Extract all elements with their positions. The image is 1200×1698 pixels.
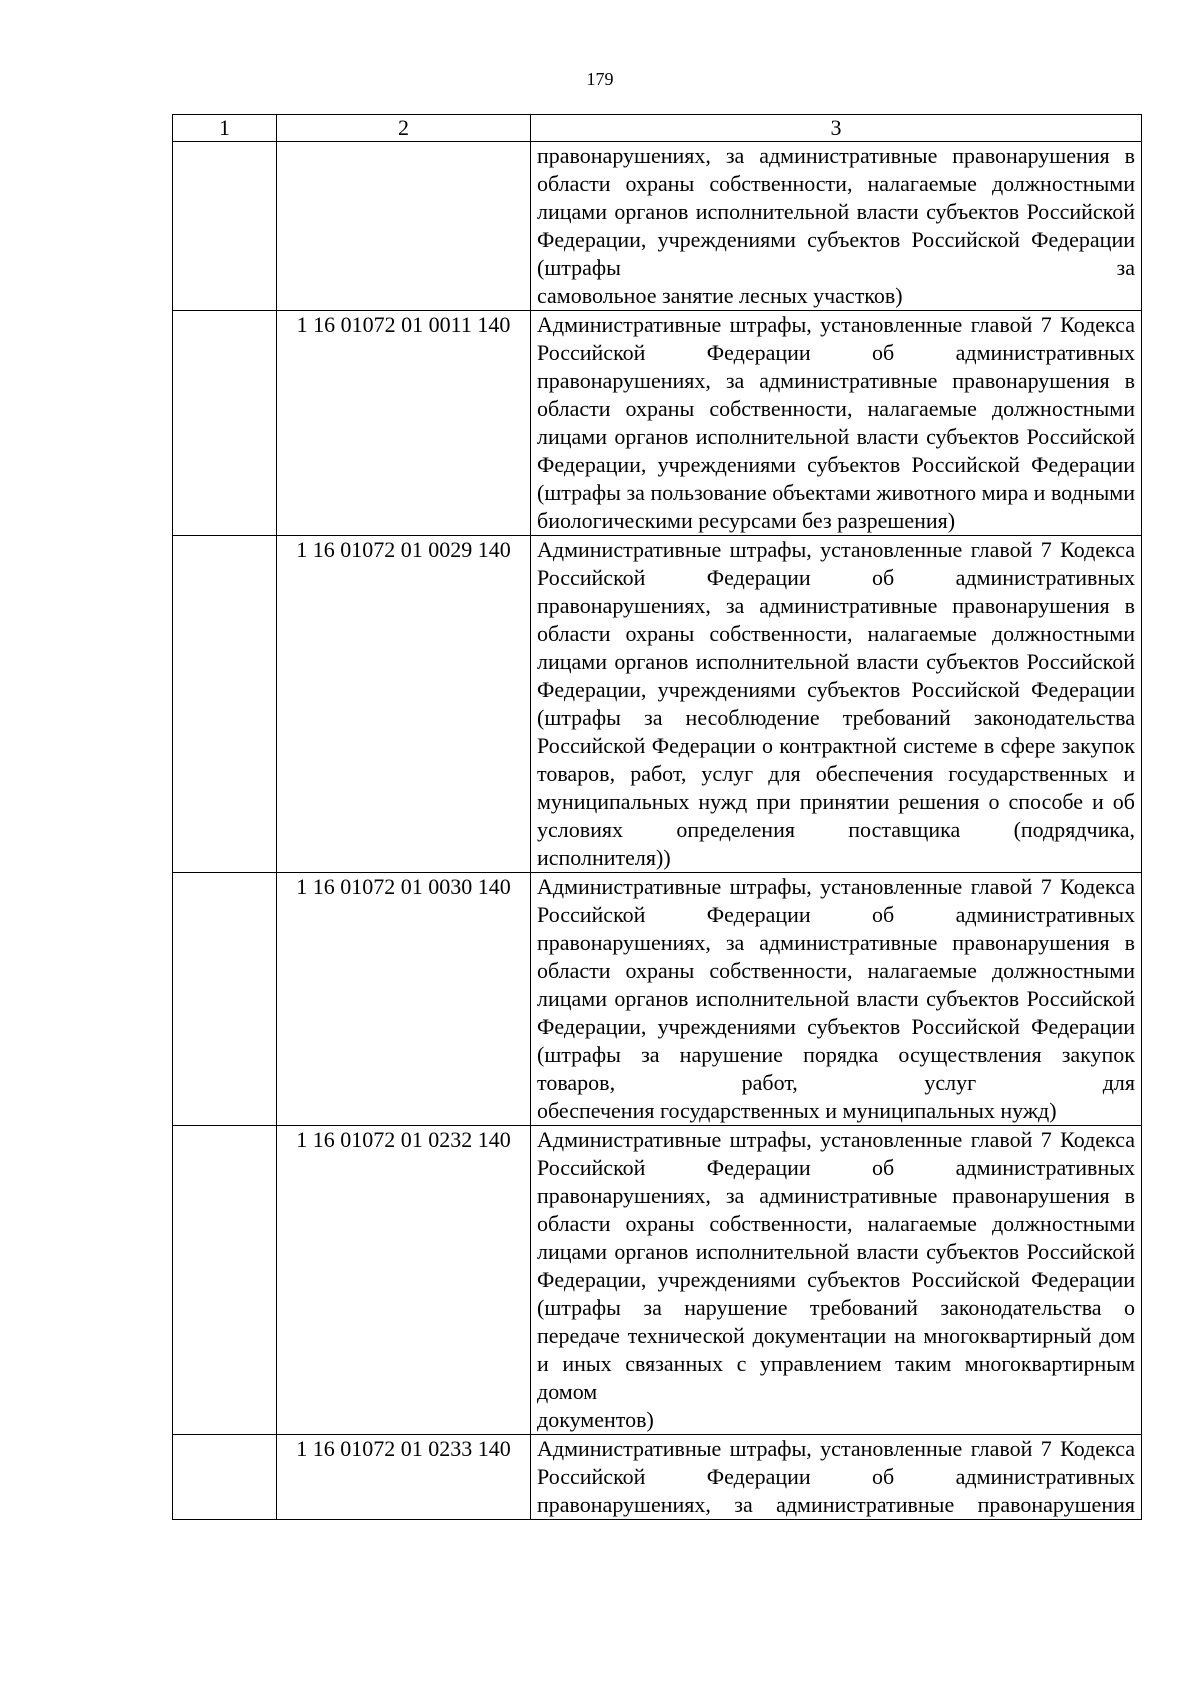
row-number-cell (173, 311, 277, 536)
table-row (173, 142, 1142, 311)
column-header-3: 3 (531, 115, 1142, 142)
row-number-cell (173, 142, 277, 311)
row-number-cell (173, 873, 277, 1126)
description-cell (531, 873, 1142, 1126)
description-cell (531, 536, 1142, 873)
row-number-cell (173, 536, 277, 873)
classification-code: 1 16 01072 01 0232 140 (277, 1126, 531, 1435)
budget-classification-table (172, 114, 1142, 1520)
classification-code: 1 16 01072 01 0029 140 (277, 536, 531, 873)
table-row (173, 311, 1142, 536)
table-row (173, 873, 1142, 1126)
description-last-line: обеспечения государственных и муниципальных нужд) (537, 1098, 1057, 1123)
table-header-row (173, 115, 1142, 142)
description-text: Административные штрафы, установленные главой 7 Кодекса Российской Федерации об административных правонарушениях, за административные правонарушения в области охраны собственности, налагаемые должностными лицами органов исполнительной власти субъектов Российской Федерации, учреждениями субъектов Российской Федерации (штрафы за нарушение требований законодательства о передаче технической документации на многоквартирный дом и иных связанных с управлением таким многоквартирным домом (537, 1127, 1135, 1404)
row-number-cell (173, 1126, 277, 1435)
description-last-line: биологическими ресурсами без разрешения) (537, 508, 956, 533)
classification-code (277, 142, 531, 311)
description-last-line: самовольное занятие лесных участков) (537, 283, 903, 308)
description-last-line: исполнителя)) (537, 845, 671, 870)
classification-code: 1 16 01072 01 0233 140 (277, 1435, 531, 1520)
row-number-cell (173, 1435, 277, 1520)
description-cell (531, 1126, 1142, 1435)
description-text: правонарушениях, за административные правонарушения в области охраны собственности, налагаемые должностными лицами органов исполнительной власти субъектов Российской Федерации, учреждениями субъектов Российской Федерации (штрафы за (537, 143, 1135, 280)
column-header-1: 1 (173, 115, 277, 142)
description-last-line: документов) (537, 1407, 654, 1432)
description-text: Административные штрафы, установленные главой 7 Кодекса Российской Федерации об административных правонарушениях, за административные правонарушения (537, 1436, 1135, 1517)
description-cell (531, 142, 1142, 311)
description-cell (531, 311, 1142, 536)
classification-code: 1 16 01072 01 0011 140 (277, 311, 531, 536)
table-row (173, 536, 1142, 873)
description-cell (531, 1435, 1142, 1520)
description-text: Административные штрафы, установленные главой 7 Кодекса Российской Федерации об административных правонарушениях, за административные правонарушения в области охраны собственности, налагаемые должностными лицами органов исполнительной власти субъектов Российской Федерации, учреждениями субъектов Российской Федерации (штрафы за пользование объектами животного мира и водными (537, 312, 1135, 505)
description-text: Административные штрафы, установленные главой 7 Кодекса Российской Федерации об административных правонарушениях, за административные правонарушения в области охраны собственности, налагаемые должностными лицами органов исполнительной власти субъектов Российской Федерации, учреждениями субъектов Российской Федерации (штрафы за нарушение порядка осуществления закупок товаров, работ, услуг для (537, 874, 1135, 1095)
page-number: 179 (586, 69, 614, 89)
description-text: Административные штрафы, установленные главой 7 Кодекса Российской Федерации об административных правонарушениях, за административные правонарушения в области охраны собственности, налагаемые должностными лицами органов исполнительной власти субъектов Российской Федерации, учреждениями субъектов Российской Федерации (штрафы за несоблюдение требований законодательства Российской Федерации о контрактной системе в сфере закупок товаров, работ, услуг для обеспечения государственных и муниципальных нужд при принятии решения о способе и об условиях определения поставщика (подрядчика, (537, 537, 1135, 842)
table-row (173, 1126, 1142, 1435)
table-row (173, 1435, 1142, 1520)
classification-code: 1 16 01072 01 0030 140 (277, 873, 531, 1126)
column-header-2: 2 (277, 115, 531, 142)
